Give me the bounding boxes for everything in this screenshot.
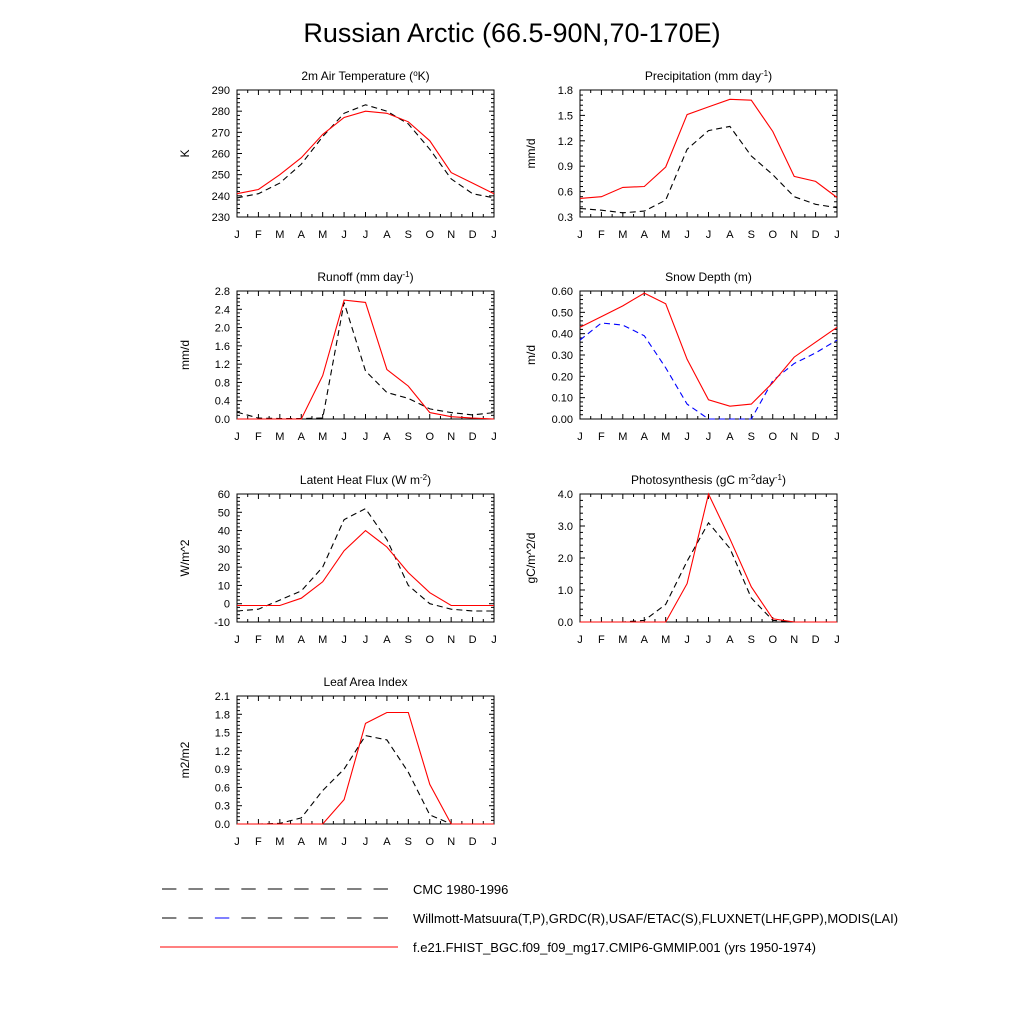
y-axis-label: gC/m^2/d (524, 532, 538, 584)
x-tick-label: J (684, 634, 690, 646)
x-tick-label: J (577, 634, 583, 646)
x-tick-label: J (834, 431, 840, 443)
y-tick-label: 240 (211, 190, 230, 203)
y-tick-label: 0.9 (557, 161, 573, 174)
x-tick-label: J (834, 634, 840, 646)
x-tick-label: J (341, 431, 347, 443)
x-tick-label: M (318, 634, 328, 646)
y-tick-label: 1.5 (214, 727, 230, 740)
series-line-1 (237, 300, 494, 419)
x-tick-label: M (275, 431, 285, 443)
series-line-0 (580, 126, 837, 212)
chart-title: Runoff (mm day$^{-1}$) (317, 269, 414, 284)
chart-title: Leaf Area Index (323, 675, 408, 689)
x-tick-label: O (768, 634, 778, 646)
y-tick-label: 2.4 (214, 304, 230, 317)
x-tick-label: A (640, 634, 648, 646)
y-tick-label: 1.2 (557, 135, 573, 148)
x-tick-label: O (425, 229, 435, 241)
y-axis-label: K (178, 149, 192, 158)
x-tick-label: D (468, 229, 477, 241)
y-tick-label: 0.10 (551, 392, 573, 405)
x-tick-label: N (790, 229, 799, 241)
y-tick-label: 60 (217, 489, 230, 501)
x-tick-label: D (811, 634, 820, 646)
y-tick-label: 0.30 (551, 350, 573, 362)
x-tick-label: S (747, 431, 756, 443)
x-tick-label: S (404, 836, 413, 848)
y-tick-label: 230 (211, 212, 230, 224)
x-tick-label: J (234, 634, 240, 646)
x-tick-label: J (491, 229, 497, 241)
x-tick-label: F (255, 634, 262, 646)
x-tick-label: M (661, 431, 671, 443)
x-tick-label: F (598, 229, 605, 241)
y-tick-label: 0.3 (214, 800, 230, 813)
x-tick-label: S (404, 229, 413, 241)
x-tick-label: D (811, 229, 820, 241)
chart-2m-air-temperature-k (178, 69, 497, 242)
chart-precipitation-mm-day-1 (524, 69, 840, 242)
y-tick-label: 0.4 (214, 395, 230, 408)
x-tick-label: N (447, 431, 456, 443)
x-tick-label: O (425, 634, 435, 646)
x-tick-label: A (383, 431, 391, 443)
y-tick-label: 2.1 (214, 691, 230, 703)
x-tick-label: M (661, 634, 671, 646)
y-tick-label: 1.6 (214, 340, 230, 353)
plot-frame (237, 494, 494, 622)
legend-label: f.e21.FHIST_BGC.f09_f09_mg17.CMIP6-GMMIP.001 (yrs 1950-1974) (413, 940, 816, 955)
x-tick-label: J (491, 836, 497, 848)
x-tick-label: N (447, 229, 456, 241)
x-tick-label: O (425, 836, 435, 848)
y-tick-label: 0.00 (551, 414, 573, 426)
x-tick-label: N (447, 634, 456, 646)
x-tick-label: J (362, 634, 369, 646)
x-tick-label: A (297, 229, 305, 241)
series-line-1 (580, 494, 837, 622)
y-tick-label: 3.0 (557, 521, 573, 533)
series-line-2 (580, 293, 837, 406)
legend-label: CMC 1980-1996 (413, 882, 509, 897)
x-tick-label: O (768, 229, 778, 241)
x-tick-label: M (275, 634, 285, 646)
x-tick-label: M (275, 836, 285, 848)
x-tick-label: M (618, 229, 628, 241)
x-tick-label: O (768, 431, 778, 443)
x-tick-label: A (297, 836, 305, 848)
x-tick-label: A (383, 634, 391, 646)
y-tick-label: 280 (211, 106, 230, 119)
x-tick-label: A (640, 431, 648, 443)
x-tick-label: J (234, 431, 240, 443)
chart-title: Latent Heat Flux (W $m^{-2}$) (299, 472, 432, 487)
y-tick-label: 270 (211, 127, 230, 140)
y-tick-label: 1.2 (214, 745, 230, 758)
x-tick-label: F (598, 431, 605, 443)
series-line-1 (580, 323, 837, 419)
x-tick-label: A (383, 836, 391, 848)
x-tick-label: M (318, 229, 328, 241)
chart-title: Photosynthesis (gC $m^{-2}day^{-1}$) (631, 472, 786, 487)
chart-runoff-mm-day-1 (178, 270, 497, 444)
x-tick-label: S (404, 634, 413, 646)
y-tick-label: 0.0 (557, 617, 573, 629)
legend-entry-2 (160, 940, 816, 955)
y-tick-label: 1.5 (557, 110, 573, 123)
x-tick-label: J (834, 229, 840, 241)
x-tick-label: J (684, 229, 690, 241)
y-tick-label: 10 (217, 580, 230, 593)
y-tick-label: 0.6 (557, 186, 573, 199)
x-tick-label: S (747, 634, 756, 646)
x-tick-label: A (726, 431, 734, 443)
chart-title: Snow Depth (m) (665, 270, 752, 284)
series-line-0 (580, 523, 837, 622)
x-tick-label: J (491, 431, 497, 443)
y-tick-label: 290 (211, 85, 230, 97)
x-tick-label: J (341, 836, 347, 848)
y-tick-label: 0.60 (551, 286, 573, 298)
x-tick-label: S (747, 229, 756, 241)
x-tick-label: D (468, 836, 477, 848)
chart-snow-depth-m (524, 270, 840, 443)
x-tick-label: J (705, 634, 712, 646)
x-tick-label: A (297, 431, 305, 443)
y-tick-label: 1.0 (557, 585, 573, 597)
y-tick-label: 0.0 (214, 819, 230, 831)
y-tick-label: 0.3 (557, 212, 573, 224)
y-axis-label: mm/d (178, 340, 192, 370)
y-tick-label: 0 (223, 598, 230, 611)
series-line-0 (237, 736, 494, 824)
x-tick-label: M (275, 229, 285, 241)
x-tick-label: N (447, 836, 456, 848)
series-line-0 (237, 302, 494, 418)
x-tick-label: J (577, 431, 583, 443)
x-tick-label: A (640, 229, 648, 241)
chart-title: Precipitation (mm day$^{-1}$) (644, 68, 773, 83)
x-tick-label: J (362, 229, 369, 241)
y-tick-label: 20 (217, 562, 230, 575)
y-tick-label: 2.0 (214, 322, 230, 335)
x-tick-label: J (705, 431, 712, 443)
series-line-1 (237, 531, 494, 606)
x-tick-label: S (404, 431, 413, 443)
x-tick-label: F (255, 431, 262, 443)
x-tick-label: F (255, 229, 262, 241)
x-tick-label: O (425, 431, 435, 443)
legend-entry-0 (162, 882, 508, 897)
page-title: Russian Arctic (66.5-90N,70-170E) (303, 18, 721, 48)
y-tick-label: 0.8 (214, 377, 230, 390)
y-axis-label: m/d (524, 344, 538, 366)
y-tick-label: 0.0 (214, 414, 230, 426)
chart-title: 2m Air Temperature ($^o$K) (301, 68, 430, 83)
series-line-1 (580, 99, 837, 198)
y-tick-label: 250 (211, 169, 230, 182)
legend-label: Willmott-Matsuura(T,P),GRDC(R),USAF/ETAC(S),FLUXNET(LHF,GPP),MODIS(LAI) (413, 911, 899, 926)
y-tick-label: 2.0 (557, 553, 573, 565)
x-tick-label: J (705, 229, 712, 241)
x-tick-label: A (383, 229, 391, 241)
x-tick-label: A (297, 634, 305, 646)
x-tick-label: J (234, 836, 240, 848)
x-tick-label: J (362, 431, 369, 443)
x-tick-label: J (234, 229, 240, 241)
y-tick-label: 0.40 (551, 328, 573, 341)
y-tick-label: -10 (214, 617, 230, 629)
plot-frame (237, 291, 494, 419)
x-tick-label: A (726, 634, 734, 646)
x-tick-label: J (341, 229, 347, 241)
x-tick-label: F (255, 836, 262, 848)
x-tick-label: M (318, 431, 328, 443)
y-tick-label: 40 (217, 525, 230, 538)
y-tick-label: 30 (217, 543, 230, 556)
x-tick-label: F (598, 634, 605, 646)
x-tick-label: D (468, 634, 477, 646)
series-line-1 (237, 713, 494, 825)
chart-photosynthesis-gc-m-2day-1 (524, 473, 840, 647)
x-tick-label: M (618, 431, 628, 443)
series-line-0 (237, 509, 494, 611)
y-tick-label: 0.20 (551, 371, 573, 384)
x-tick-label: J (577, 229, 583, 241)
x-tick-label: J (684, 431, 690, 443)
y-tick-label: 4.0 (557, 489, 573, 501)
y-tick-label: 260 (211, 148, 230, 161)
x-tick-label: J (341, 634, 347, 646)
y-tick-label: 1.2 (214, 359, 230, 372)
plot-frame (580, 494, 837, 622)
x-tick-label: M (618, 634, 628, 646)
y-tick-label: 0.6 (214, 782, 230, 795)
y-axis-label: m2/m2 (178, 741, 192, 779)
x-tick-label: J (362, 836, 369, 848)
x-tick-label: D (468, 431, 477, 443)
x-tick-label: J (491, 634, 497, 646)
y-axis-label: mm/d (524, 138, 538, 169)
y-tick-label: 2.8 (214, 286, 230, 298)
x-tick-label: A (726, 229, 734, 241)
y-axis-label: W/m^2 (178, 539, 192, 577)
plot-frame (237, 696, 494, 824)
y-tick-label: 0.50 (551, 307, 573, 320)
y-tick-label: 50 (217, 507, 230, 520)
plot-frame (237, 90, 494, 217)
y-tick-label: 1.8 (557, 85, 573, 97)
chart-leaf-area-index (178, 675, 497, 848)
x-tick-label: M (661, 229, 671, 241)
x-tick-label: N (790, 634, 799, 646)
legend-entry-1 (162, 911, 898, 926)
x-tick-label: D (811, 431, 820, 443)
y-tick-label: 0.9 (214, 764, 230, 777)
chart-latent-heat-flux-w-m-2 (178, 473, 497, 647)
series-line-0 (237, 105, 494, 198)
x-tick-label: M (318, 836, 328, 848)
x-tick-label: N (790, 431, 799, 443)
y-tick-label: 1.8 (214, 709, 230, 722)
